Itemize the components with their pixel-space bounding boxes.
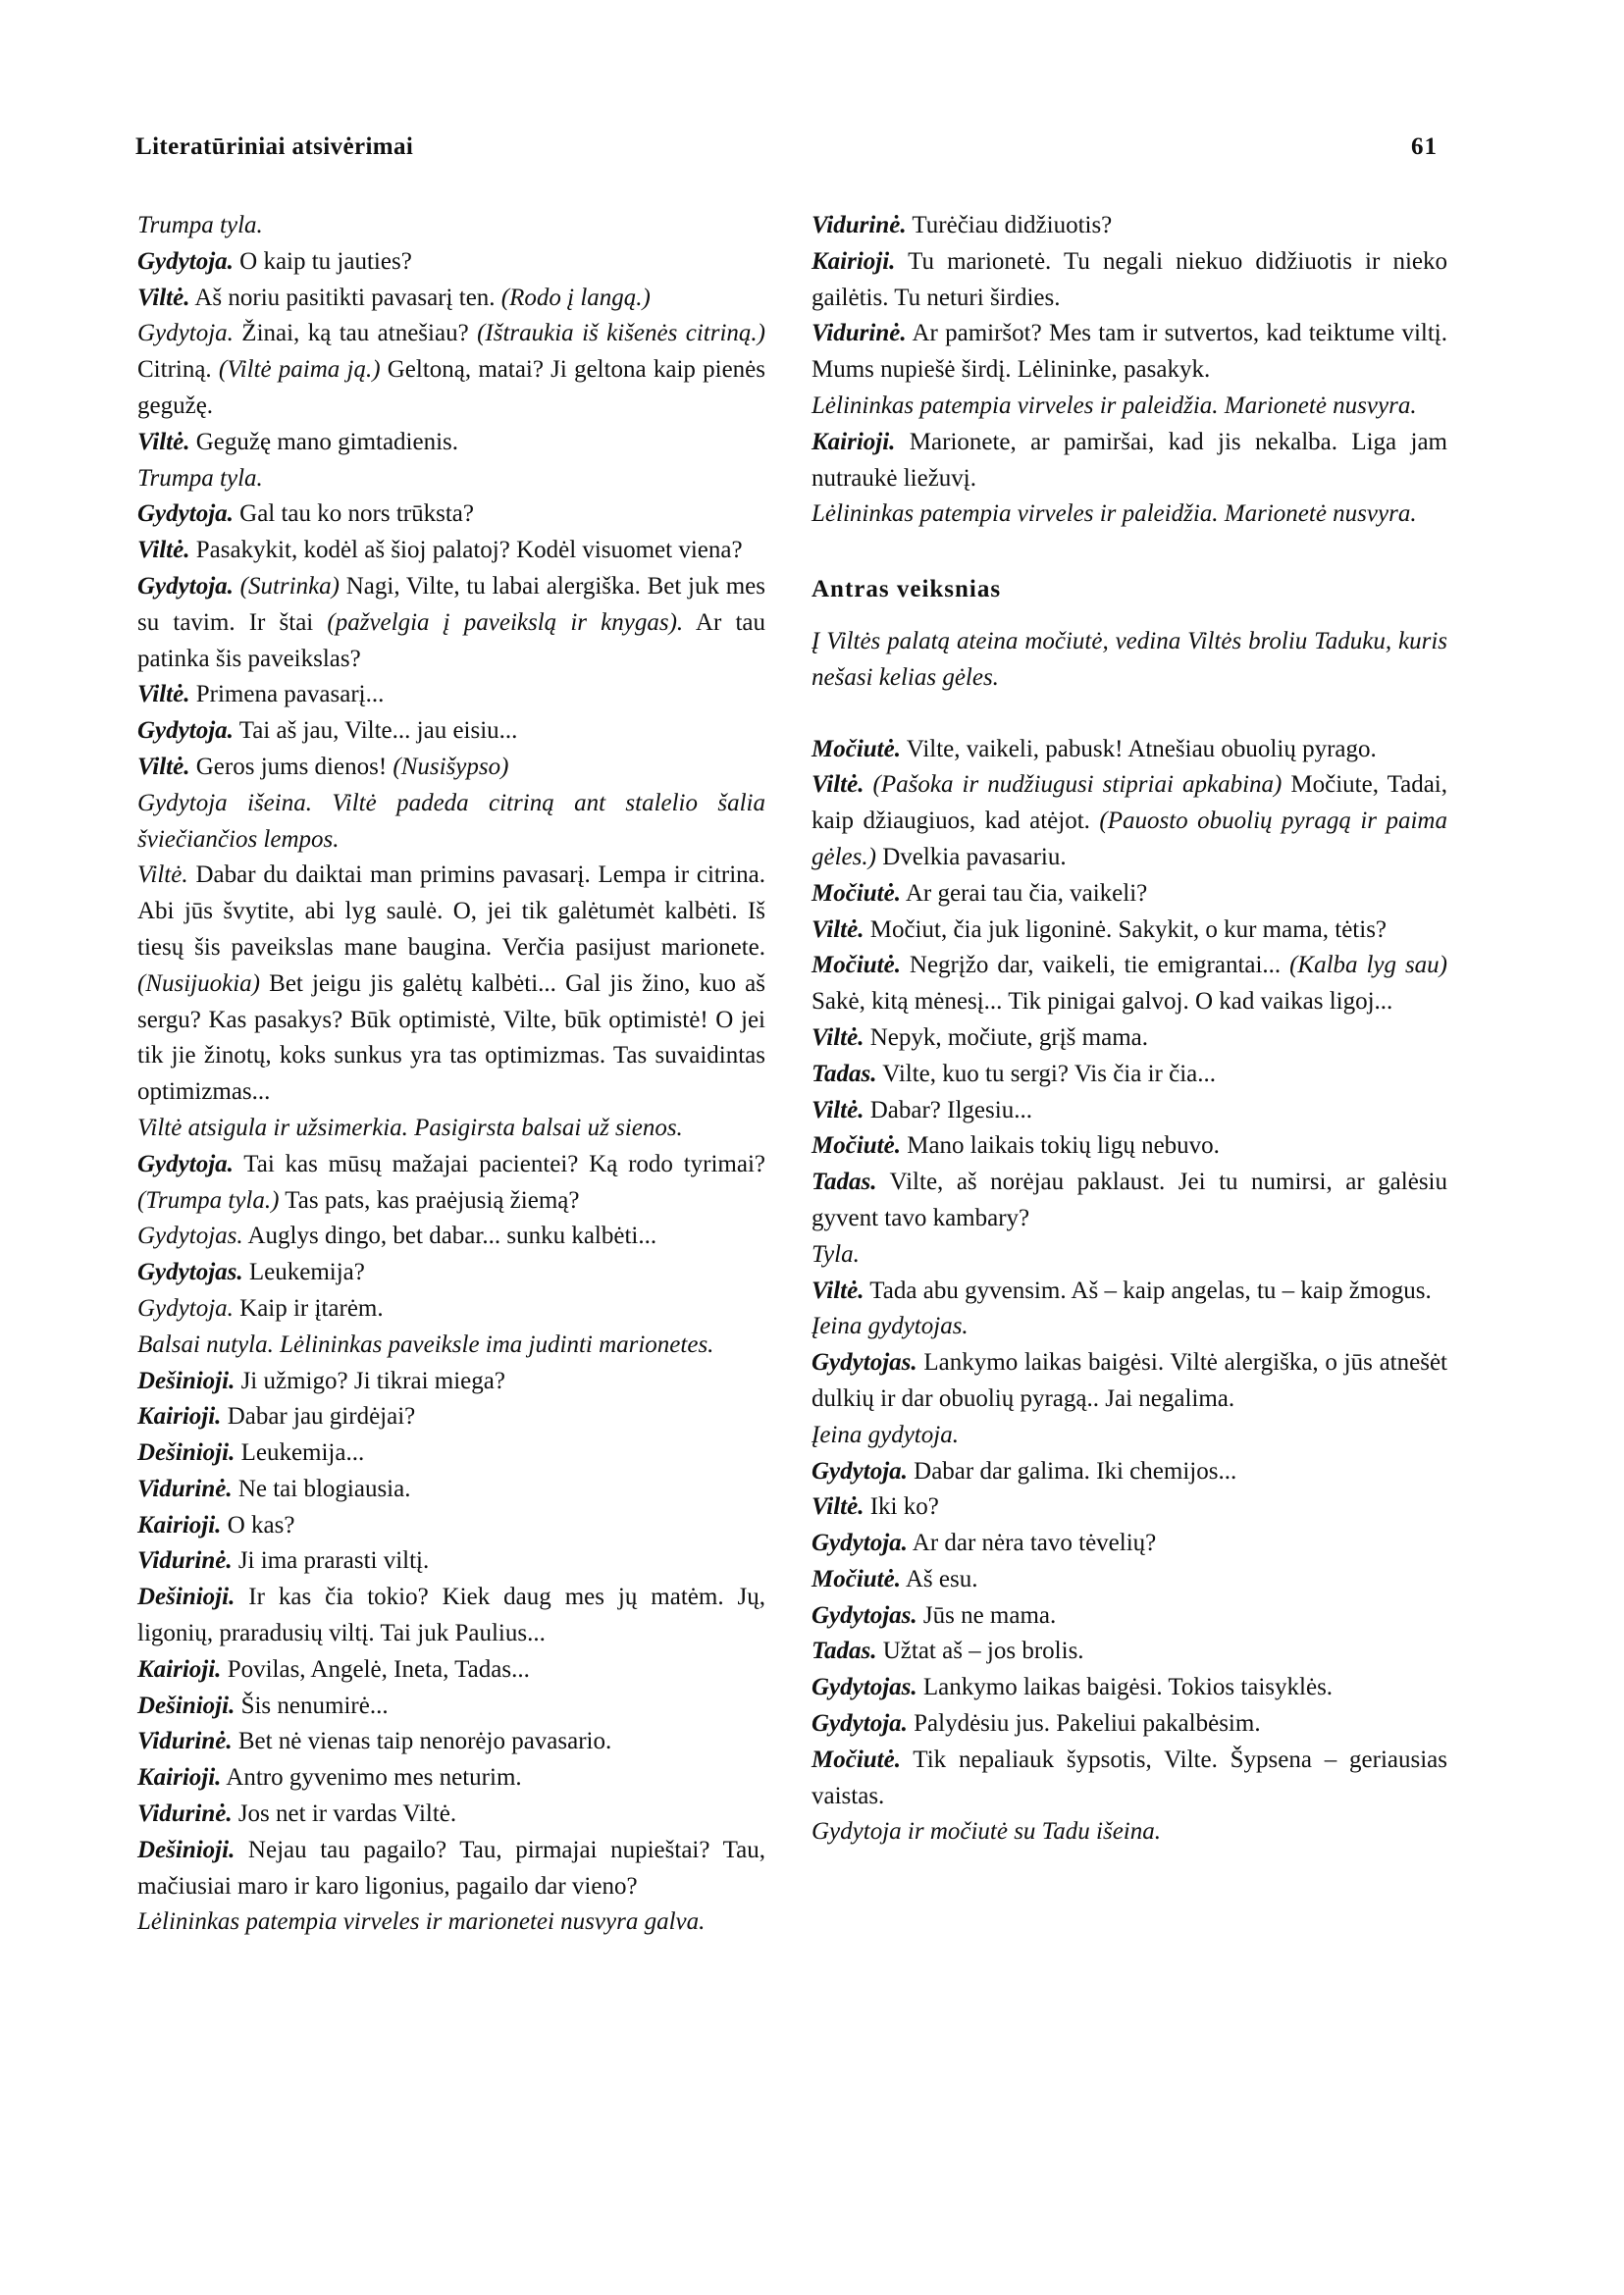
dialogue-line xyxy=(812,948,1447,1020)
dialogue-line xyxy=(137,1508,765,1544)
speaker-name: Viltė. xyxy=(812,915,864,943)
speaker-name: Vidurinė. xyxy=(137,1475,233,1502)
speaker-name: Vidurinė. xyxy=(137,1800,233,1828)
dialogue-text: Šis nenumirė... xyxy=(235,1692,389,1719)
speaker-name: Močiutė. xyxy=(812,1746,901,1773)
dialogue-line xyxy=(137,786,765,859)
stage-direction: Gydytojas. xyxy=(137,1223,243,1250)
dialogue-text: Ji ima prarasti viltį. xyxy=(232,1547,430,1575)
dialogue-text: Povilas, Angelė, Ineta, Tadas... xyxy=(221,1655,530,1683)
dialogue-line xyxy=(137,1689,765,1725)
dialogue-text: Lankymo laikas baigėsi. Viltė alergiška, o jūs atnešėt dulkių ir dar obuolių pyragą.. Jai negalima. xyxy=(812,1349,1447,1412)
stage-direction: (Nusišypso) xyxy=(393,753,509,780)
stage-direction: (Nusijuokia) xyxy=(137,969,260,997)
dialogue-text: Vilte, aš norėjau paklaust. Jei tu numirsi, ar galėsiu gyvent tavo kambary? xyxy=(812,1169,1447,1231)
dialogue-line xyxy=(137,677,765,713)
speaker-name: Viltė. xyxy=(812,1277,864,1304)
dialogue-line xyxy=(812,1454,1447,1490)
stage-direction: Gydytoja išeina. Viltė padeda citriną ant stalelio šalia šviečiančios lempos. xyxy=(137,789,765,853)
dialogue-text: Ne tai blogiausia. xyxy=(232,1475,411,1502)
dialogue-line xyxy=(137,1724,765,1760)
dialogue-line xyxy=(812,1128,1447,1165)
dialogue-line xyxy=(812,1743,1447,1815)
speaker-name: Gydytoja. xyxy=(812,1710,908,1738)
speaker-name: Kairioji. xyxy=(137,1403,222,1431)
dialogue-line xyxy=(812,1706,1447,1743)
speaker-name: Dešinioji. xyxy=(137,1584,236,1611)
spacer xyxy=(812,697,1447,732)
dialogue-text xyxy=(864,771,872,798)
speaker-name: Viltė. xyxy=(812,1096,864,1123)
dialogue-line xyxy=(812,208,1447,244)
stage-direction: (Pašoka ir nudžiugusi stipriai apkabina) xyxy=(872,771,1283,799)
dialogue-line xyxy=(812,1814,1447,1851)
stage-direction: Įeina gydytojas. xyxy=(812,1313,969,1340)
stage-direction: (Viltė paima ją.) xyxy=(218,356,381,384)
speaker-name: Viltė. xyxy=(137,537,190,564)
dialogue-line xyxy=(812,1345,1447,1418)
dialogue-text: Ar tau patinka šis paveikslas? xyxy=(137,608,765,672)
stage-direction: (Ištraukia iš kišenės citriną.) xyxy=(477,320,765,347)
dialogue-text: Aš noriu pasitikti pavasarį ten. xyxy=(189,284,501,311)
dialogue-line xyxy=(137,858,765,1111)
speaker-name: Viltė. xyxy=(812,771,864,799)
dialogue-line xyxy=(137,1435,765,1472)
speaker-name: Kairioji. xyxy=(137,1764,222,1792)
dialogue-text: Tai kas mūsų mažajai pacientei? Ką rodo tyrimai? xyxy=(233,1150,765,1177)
speaker-name: Gydytojas. xyxy=(812,1601,917,1629)
dialogue-text: Leukemija... xyxy=(235,1439,365,1467)
running-title: Literatūriniai atsivėrimai xyxy=(135,133,414,160)
stage-direction: Gydytoja ir močiutė su Tadu išeina. xyxy=(812,1818,1162,1846)
dialogue-line xyxy=(137,425,765,461)
stage-direction: (Sutrinka) xyxy=(239,572,340,600)
right-column-act-one-ending xyxy=(812,208,1447,533)
dialogue-text: Dabar du daiktai man primins pavasarį. Lempa ir citrina. Abi jūs švytite, abi lyg saulė. O, jei tik galėtumėt kalbėti. Iš tiesų šis paveikslas mane baugina. Verčia pasijust marionete. xyxy=(137,861,765,961)
dialogue-text: Gegužę mano gimtadienis. xyxy=(189,428,459,455)
stage-direction: (pažvelgia į paveikslą ir knygas). xyxy=(327,608,684,636)
dialogue-line xyxy=(137,1291,765,1328)
dialogue-text: Vilte, vaikeli, pabusk! Atnešiau obuolių pyrago. xyxy=(900,735,1377,762)
dialogue-text: Aš esu. xyxy=(900,1565,978,1592)
dialogue-text: Ir kas čia tokio? Kiek daug mes jų matėm. Jų, ligonių, praradusių viltį. Tai juk Paulius... xyxy=(137,1584,765,1647)
speaker-name: Močiutė. xyxy=(812,879,901,907)
speaker-name: Dešinioji. xyxy=(137,1836,236,1863)
stage-direction: Gydytoja. xyxy=(137,1294,234,1322)
dialogue-line xyxy=(137,569,765,677)
speaker-name: Gydytojas. xyxy=(812,1674,917,1701)
dialogue-text: Kaip ir įtarėm. xyxy=(233,1294,384,1322)
dialogue-text: Močiute, Tadai, kaip džiaugiuos, kad atėjot. xyxy=(812,771,1447,835)
dialogue-line xyxy=(812,1057,1447,1093)
speaker-name: Gydytoja. xyxy=(137,717,234,745)
dialogue-line xyxy=(812,389,1447,425)
dialogue-line xyxy=(137,1147,765,1220)
dialogue-text: Leukemija? xyxy=(242,1259,365,1286)
speaker-name: Močiutė. xyxy=(812,1565,901,1592)
dialogue-text: Dabar dar galima. Iki chemijos... xyxy=(907,1457,1237,1485)
dialogue-line xyxy=(137,281,765,317)
dialogue-text: Lankymo laikas baigėsi. Tokios taisyklės. xyxy=(917,1674,1334,1701)
speaker-name: Gydytojas. xyxy=(812,1349,917,1377)
stage-direction: (Pauosto obuolių pyragą ir paima gėles.) xyxy=(812,808,1447,870)
dialogue-text xyxy=(234,573,240,600)
dialogue-line xyxy=(812,425,1447,497)
dialogue-line xyxy=(137,1255,765,1291)
speaker-name: Viltė. xyxy=(137,753,190,780)
speaker-name: Kairioji. xyxy=(812,247,896,275)
dialogue-text: Mano laikais tokių ligų nebuvo. xyxy=(900,1132,1220,1160)
dialogue-text: Geros jums dienos! xyxy=(189,753,393,780)
speaker-name: Tadas. xyxy=(812,1060,877,1087)
speaker-name: Dešinioji. xyxy=(137,1692,236,1719)
dialogue-text: Tada abu gyvensim. Aš – kaip angelas, tu – kaip žmogus. xyxy=(864,1277,1432,1304)
dialogue-line xyxy=(137,1219,765,1255)
dialogue-line xyxy=(812,876,1447,913)
speaker-name: Gydytoja. xyxy=(137,500,234,528)
dialogue-line xyxy=(812,913,1447,949)
dialogue-line xyxy=(137,244,765,281)
dialogue-line xyxy=(812,1670,1447,1706)
dialogue-text: Tu marionetė. Tu negali niekuo didžiuotis ir nieko gailėtis. Tu neturi širdies. xyxy=(812,247,1447,311)
speaker-name: Močiutė. xyxy=(812,1132,901,1160)
dialogue-line xyxy=(137,1797,765,1833)
stage-direction: Tyla. xyxy=(812,1240,860,1268)
speaker-name: Viltė. xyxy=(137,681,190,708)
dialogue-line xyxy=(137,1760,765,1797)
dialogue-line xyxy=(812,1562,1447,1598)
dialogue-text: Negrįžo dar, vaikeli, tie emigrantai... xyxy=(900,952,1290,979)
dialogue-text: Ar gerai tau čia, vaikeli? xyxy=(900,879,1148,907)
dialogue-text: Dabar? Ilgesiu... xyxy=(864,1096,1032,1123)
speaker-name: Viltė. xyxy=(812,1493,864,1521)
stage-direction: Trumpa tyla. xyxy=(137,464,263,492)
speaker-name: Gydytoja. xyxy=(812,1530,908,1557)
dialogue-line xyxy=(812,1526,1447,1562)
dialogue-text: Antro gyvenimo mes neturim. xyxy=(221,1764,522,1792)
dialogue-line xyxy=(137,1580,765,1652)
speaker-name: Dešinioji. xyxy=(137,1439,236,1467)
dialogue-line xyxy=(137,1399,765,1435)
dialogue-line xyxy=(137,1904,765,1941)
dialogue-line xyxy=(812,767,1447,875)
stage-direction: Viltė. xyxy=(137,861,188,889)
stage-direction: (Trumpa tyla.) xyxy=(137,1186,280,1214)
dialogue-text: Citriną. xyxy=(137,356,219,384)
stage-direction: Įeina gydytoja. xyxy=(812,1421,959,1448)
speaker-name: Kairioji. xyxy=(137,1511,222,1539)
dialogue-line xyxy=(812,732,1447,768)
dialogue-line xyxy=(812,244,1447,317)
stage-direction: (Rodo į langą.) xyxy=(500,284,651,311)
dialogue-line xyxy=(137,1652,765,1689)
speaker-name: Viltė. xyxy=(812,1023,864,1051)
page-header xyxy=(135,133,1438,167)
stage-direction: Viltė atsigula ir užsimerkia. Pasigirsta balsai už sienos. xyxy=(137,1114,683,1141)
dialogue-text: Jūs ne mama. xyxy=(917,1601,1057,1629)
speaker-name: Močiutė. xyxy=(812,952,901,979)
dialogue-text: Nagi, Vilte, tu labai alergiška. Bet juk mes su tavim. Ir štai xyxy=(137,572,765,636)
dialogue-line xyxy=(812,1237,1447,1274)
speaker-name: Močiutė. xyxy=(812,735,901,762)
speaker-name: Gydytoja. xyxy=(812,1457,908,1485)
dialogue-text: Primena pavasarį... xyxy=(189,681,385,708)
speaker-name: Tadas. xyxy=(812,1638,877,1665)
stage-direction: Balsai nutyla. Lėlininkas paveiksle ima judinti marionetes. xyxy=(137,1330,714,1358)
dialogue-line xyxy=(812,1634,1447,1670)
dialogue-line xyxy=(137,1833,765,1905)
dialogue-text: Ar dar nėra tavo tėvelių? xyxy=(907,1530,1157,1557)
speaker-name: Vidurinė. xyxy=(137,1728,233,1755)
dialogue-text: Tas pats, kas praėjusią žiemą? xyxy=(279,1186,580,1214)
speaker-name: Dešinioji. xyxy=(137,1367,236,1394)
dialogue-text: Pasakykit, kodėl aš šioj palatoj? Kodėl visuomet viena? xyxy=(189,537,743,564)
dialogue-text: Iki ko? xyxy=(864,1493,939,1521)
speaker-name: Viltė. xyxy=(137,428,190,455)
dialogue-text: Dvelkia pavasariu. xyxy=(875,843,1067,870)
speaker-name: Kairioji. xyxy=(812,428,896,455)
dialogue-line xyxy=(137,1111,765,1147)
stage-direction: (Kalba lyg sau) xyxy=(1289,952,1447,979)
dialogue-text: Turėčiau didžiuotis? xyxy=(906,212,1113,238)
speaker-name: Viltė. xyxy=(137,284,190,311)
dialogue-line xyxy=(137,713,765,750)
dialogue-line xyxy=(137,1543,765,1580)
speaker-name: Vidurinė. xyxy=(137,1547,233,1575)
dialogue-line xyxy=(812,1598,1447,1635)
dialogue-text: Gal tau ko nors trūksta? xyxy=(233,500,474,528)
dialogue-text: O kaip tu jauties? xyxy=(233,247,412,275)
dialogue-text: Auglys dingo, bet dabar... sunku kalbėti... xyxy=(242,1223,657,1250)
dialogue-line xyxy=(137,533,765,569)
speaker-name: Kairioji. xyxy=(137,1655,222,1683)
stage-direction: Lėlininkas patempia virveles ir paleidžia. Marionetė nusvyra. xyxy=(812,391,1417,419)
section-intro: Į Viltės palatą ateina močiutė, vedina Viltės broliu Taduku, kuris nešasi kelias gėles. xyxy=(812,627,1447,691)
stage-direction: Trumpa tyla. xyxy=(137,212,263,238)
dialogue-line xyxy=(812,496,1447,533)
dialogue-text: Vilte, kuo tu sergi? Vis čia ir čia... xyxy=(876,1060,1217,1087)
dialogue-line xyxy=(137,316,765,424)
dialogue-text: Jos net ir vardas Viltė. xyxy=(232,1800,457,1828)
dialogue-line xyxy=(137,1364,765,1400)
dialogue-line xyxy=(137,461,765,497)
stage-direction: Lėlininkas patempia virveles ir marionetei nusvyra galva. xyxy=(137,1908,706,1936)
dialogue-text: Bet nė vienas taip nenorėjo pavasario. xyxy=(232,1728,612,1755)
dialogue-text: Ji užmigo? Ji tikrai miega? xyxy=(235,1367,505,1394)
speaker-name: Gydytojas. xyxy=(137,1259,243,1286)
speaker-name: Vidurinė. xyxy=(812,212,907,238)
stage-direction: Lėlininkas patempia virveles ir paleidžia. Marionetė nusvyra. xyxy=(812,500,1417,528)
dialogue-text: Užtat aš – jos brolis. xyxy=(876,1638,1084,1665)
dialogue-text: Marionete, ar pamiršai, kad jis nekalba. Liga jam nutraukė liežuvį. xyxy=(812,428,1447,492)
dialogue-line xyxy=(137,496,765,533)
dialogue-text: Ar pamiršot? Mes tam ir sutvertos, kad teiktume viltį. Mums nupiešė širdį. Lėlininke, pasakyk. xyxy=(812,320,1447,384)
dialogue-line xyxy=(137,1328,765,1364)
dialogue-text: Bet jeigu jis galėtų kalbėti... Gal jis žino, kuo aš sergu? Kas pasakys? Būk optimistė, Vilte, būk optimistė! O jei tik jie žinotų, koks sunkus yra tas optimizmas. Tas suvaidintas optimizmas... xyxy=(137,969,765,1106)
dialogue-text: Nejau tau pagailo? Tau, pirmajai nupieštai? Tau, mačiusiai maro ir karo ligonius, pagailo dar vieno? xyxy=(137,1836,765,1900)
dialogue-line xyxy=(137,208,765,244)
dialogue-text: Palydėsiu jus. Pakeliui pakalbėsim. xyxy=(907,1710,1261,1738)
speaker-name: Tadas. xyxy=(812,1169,877,1196)
dialogue-text: Sakė, kitą mėnesį... Tik pinigai galvoj. O kad vaikas ligoj... xyxy=(812,988,1393,1016)
dialogue-line xyxy=(812,1309,1447,1345)
left-column xyxy=(137,208,765,1941)
speaker-name: Vidurinė. xyxy=(812,320,907,347)
section-heading: Antras veiksnias xyxy=(812,576,1002,603)
speaker-name: Gydytoja. xyxy=(137,572,234,600)
dialogue-line xyxy=(812,316,1447,389)
right-column xyxy=(812,208,1447,1851)
dialogue-text: Geltoną, matai? Ji geltona kaip pienės gegužę. xyxy=(137,356,765,419)
dialogue-line xyxy=(812,1274,1447,1310)
dialogue-line xyxy=(812,1489,1447,1526)
right-column-act-two xyxy=(812,732,1447,1852)
dialogue-line xyxy=(137,1472,765,1508)
speaker-name: Gydytoja. xyxy=(137,247,234,275)
dialogue-line xyxy=(137,750,765,786)
dialogue-text: O kas? xyxy=(221,1511,295,1539)
dialogue-text: Tai aš jau, Vilte... jau eisiu... xyxy=(233,717,518,745)
speaker-name: Gydytoja. xyxy=(137,1150,234,1177)
stage-direction: Gydytoja. xyxy=(137,320,234,347)
dialogue-line xyxy=(812,1165,1447,1237)
dialogue-text: Nepyk, močiute, grįš mama. xyxy=(864,1023,1148,1051)
page-number: 61 xyxy=(1411,133,1438,160)
dialogue-text: Dabar jau girdėjai? xyxy=(221,1403,416,1431)
dialogue-text: Žinai, ką tau atnešiau? xyxy=(233,320,478,347)
dialogue-text: Močiut, čia juk ligoninė. Sakykit, o kur mama, tėtis? xyxy=(864,915,1388,943)
dialogue-text: Tik nepaliauk šypsotis, Vilte. Šypsena – geriausias vaistas. xyxy=(812,1746,1447,1809)
dialogue-line xyxy=(812,1418,1447,1454)
dialogue-line xyxy=(812,1093,1447,1129)
dialogue-line xyxy=(812,1020,1447,1057)
